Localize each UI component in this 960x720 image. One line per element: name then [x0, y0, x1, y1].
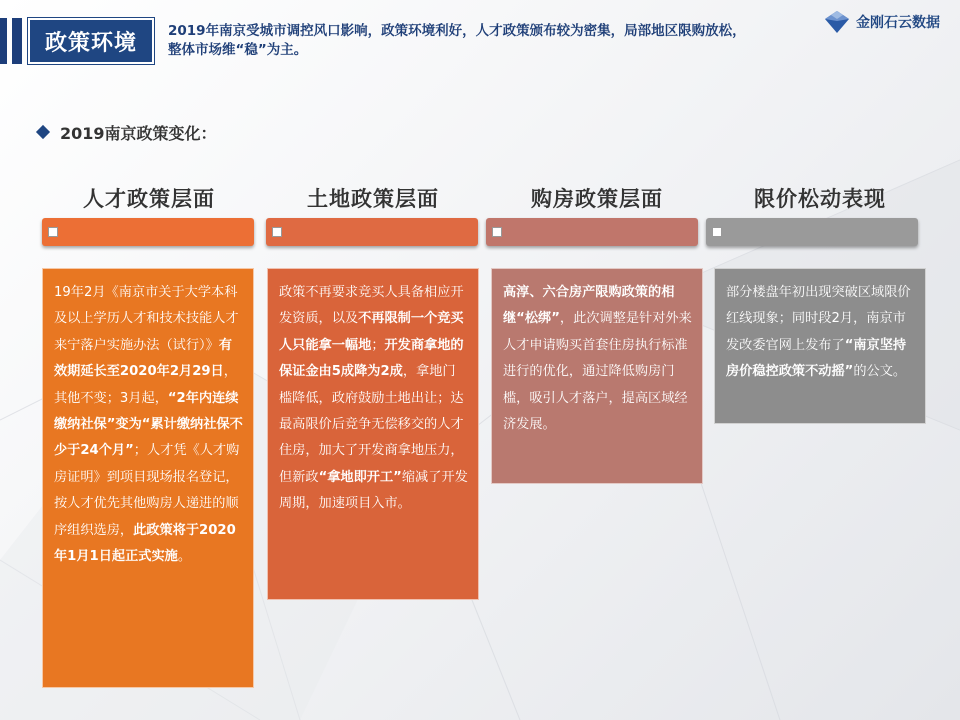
- card-talent-policy: [42, 268, 254, 688]
- card-land-policy: [267, 268, 479, 600]
- card-text-segment: 部分楼盘年初出现突破区域限价红线现象；同时段2月，南京市发改委官网上发布了: [726, 285, 911, 353]
- card-text-segment: 高淳、六合房产限购政策的相继“松绑”: [503, 285, 675, 327]
- section-title: 2019南京政策变化：: [60, 124, 217, 143]
- square-icon: [492, 227, 502, 237]
- column-heading-price-limit: 限价松动表现: [754, 187, 886, 211]
- brand-logo: [822, 8, 940, 36]
- header-accent-bar: [12, 18, 22, 64]
- square-icon: [712, 227, 722, 237]
- square-icon: [272, 227, 282, 237]
- header-accent-bar: [0, 18, 7, 64]
- card-price-limit: [714, 268, 926, 424]
- column-bar-purchase: [486, 218, 698, 246]
- card-text-segment: 。: [177, 549, 192, 565]
- column-bar-talent: [42, 218, 254, 246]
- card-text-segment: ，拿地门槛降低，政府鼓励土地出让；达最高限价后竞争无偿移交的人才住房，加大了开发商拿地压力，但新政: [279, 364, 464, 485]
- card-text-segment: “拿地即开工”: [318, 469, 402, 485]
- card-text-segment: 缩减了开发周期，加速项目入市。: [279, 469, 468, 512]
- column-bar-land: [266, 218, 478, 246]
- card-text-segment: 此政策将于2020年1月1日起正式实施: [54, 522, 236, 565]
- column-heading-purchase: 购房政策层面: [531, 187, 663, 211]
- card-text-segment: 19年2月《南京市关于大学本科及以上学历人才和技术技能人才来宁落户实施办法（试行）》: [54, 285, 239, 353]
- card-text-segment: ，此次调整是针对外来人才申请购买首套住房执行标准进行的优化，通过降低购房门槛，吸引人才落户，提高区域经济发展。: [503, 311, 692, 433]
- card-text-segment: “2年内连续缴纳社保”变为“累计缴纳社保不少于24个月”: [54, 390, 243, 459]
- card-text-segment: 不再限制一个竞买人只能拿一幅地: [279, 311, 464, 353]
- page-title: 政策环境: [28, 18, 154, 64]
- header-summary: 2019年南京受城市调控风口影响，政策环境利好，人才政策颁布较为密集，局部地区限购放松，整体市场维“稳”为主。: [168, 23, 746, 58]
- card-text-segment: ；: [371, 337, 385, 353]
- card-text-segment: 开发商拿地的保证金由5成降为2成: [279, 337, 464, 380]
- card-text-segment: 的公文。: [853, 364, 907, 380]
- card-text-segment: ；人才凭《人才购房证明》到项目现场报名登记，按人才优先其他购房人递进的顺序组织选房，: [54, 443, 240, 538]
- card-text-segment: ，其他不变；3月起，: [54, 364, 237, 406]
- column-heading-talent: 人才政策层面: [83, 187, 215, 211]
- square-icon: [48, 227, 58, 237]
- column-bar-price-limit: [706, 218, 918, 246]
- diamond-logo-icon: [822, 9, 852, 35]
- card-text-segment: “南京坚持房价稳控政策不动摇”: [726, 337, 907, 380]
- column-heading-land: 土地政策层面: [307, 187, 439, 211]
- card-text-segment: 政策不再要求竞买人具备相应开发资质，以及: [279, 285, 464, 327]
- card-text-segment: 有效期延长至2020年2月29日: [54, 337, 233, 380]
- brand-name: 金刚石云数据: [856, 15, 940, 31]
- card-purchase-policy: [491, 268, 703, 484]
